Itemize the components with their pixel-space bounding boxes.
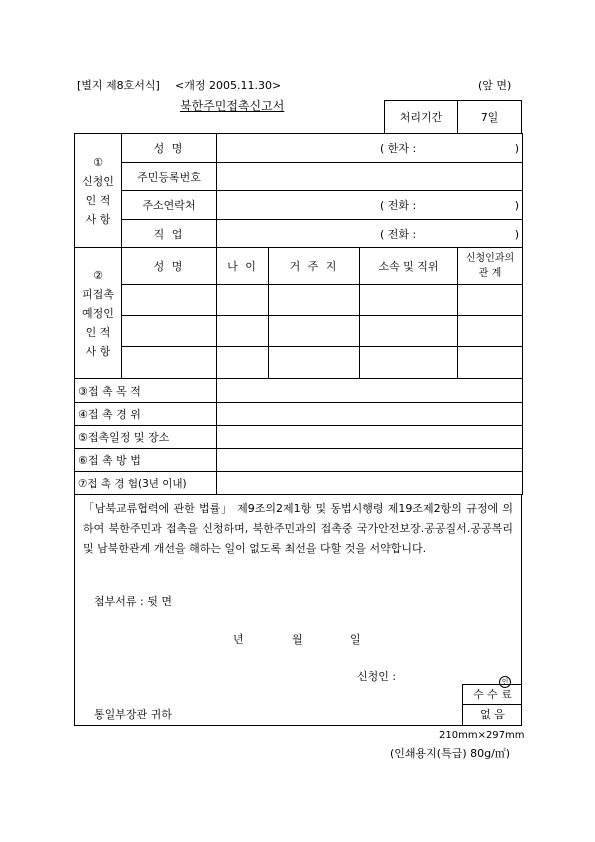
col-name: 성 명 bbox=[122, 248, 217, 285]
processing-period-table bbox=[384, 100, 522, 134]
attachment-note: 첨부서류 : 뒷 면 bbox=[94, 595, 172, 608]
label-line: 인 적 bbox=[85, 325, 111, 339]
contact-experience-field[interactable] bbox=[217, 472, 523, 495]
seal-mark: 인 bbox=[499, 676, 511, 688]
phone-label: ( 전화 : bbox=[380, 199, 417, 212]
processing-period-label: 처리기간 bbox=[385, 101, 458, 134]
contact-schedule-label: ⑤접촉일정 및 장소 bbox=[75, 426, 217, 449]
section-number: ① bbox=[93, 155, 103, 169]
name-label: 성 명 bbox=[122, 134, 217, 163]
recipient: 통일부장관 귀하 bbox=[94, 708, 172, 721]
contact-purpose-label: ③접 촉 목 적 bbox=[75, 379, 217, 403]
contact-method-label: ⑥접 촉 방 법 bbox=[75, 449, 217, 472]
applicant-signature-label: 신청인 : bbox=[357, 670, 397, 683]
applicant-section-label bbox=[75, 134, 122, 248]
contact-method-field[interactable] bbox=[217, 449, 523, 472]
contact-cell[interactable] bbox=[217, 316, 269, 347]
fee-box bbox=[462, 684, 522, 726]
paren-close: ) bbox=[514, 142, 519, 155]
contact-section-label bbox=[75, 248, 122, 379]
label-line: 사 항 bbox=[85, 344, 111, 358]
paper-size: 210mm×297mm bbox=[439, 730, 525, 741]
date-month: 월 bbox=[292, 633, 303, 646]
declaration-text: 「남북교류협력에 관한 법률」 제9조의2제1항 및 동법시행령 제19조제2항의 규정에 의하여 북한주민과 접촉을 신청하며, 북한주민과의 접촉중 국가안전보장․공공질서․공공복리 및 남북한관계 개선을 해하는 일이 없도록 최선을 다할 것을 서약합니다. bbox=[83, 502, 513, 555]
label-line: 예정인 bbox=[82, 306, 114, 320]
page-side: (앞 면) bbox=[478, 79, 512, 92]
resident-number-field[interactable] bbox=[217, 163, 523, 191]
contact-background-field[interactable] bbox=[217, 403, 523, 426]
contact-cell[interactable] bbox=[217, 347, 269, 379]
contact-cell[interactable] bbox=[360, 285, 458, 316]
section-number: ② bbox=[93, 268, 103, 282]
col-age: 나 이 bbox=[217, 248, 269, 285]
col-relation bbox=[458, 248, 523, 285]
occupation-label: 직 업 bbox=[122, 220, 217, 248]
contact-cell[interactable] bbox=[458, 347, 523, 379]
date-day: 일 bbox=[350, 633, 361, 646]
application-form-table bbox=[74, 133, 523, 495]
contact-cell[interactable] bbox=[269, 285, 360, 316]
form-title: 북한주민접촉신고서 bbox=[180, 99, 285, 113]
contact-schedule-field[interactable] bbox=[217, 426, 523, 449]
col-residence: 거 주 지 bbox=[269, 248, 360, 285]
revision-date: <개정 2005.11.30> bbox=[175, 79, 282, 92]
contact-cell[interactable] bbox=[122, 316, 217, 347]
label-line: 신청인 bbox=[82, 174, 114, 188]
contact-background-label: ④접 촉 경 위 bbox=[75, 403, 217, 426]
contact-experience-label: ⑦접 촉 경 험(3년 이내) bbox=[75, 472, 217, 495]
contact-cell[interactable] bbox=[269, 347, 360, 379]
relation-line: 관 계 bbox=[478, 268, 502, 279]
label-line: 사 항 bbox=[85, 212, 111, 226]
phone-label: ( 전화 : bbox=[380, 228, 417, 241]
occupation-field[interactable] bbox=[217, 220, 523, 248]
contact-cell[interactable] bbox=[122, 285, 217, 316]
applicant-name-field[interactable] bbox=[217, 134, 523, 163]
label-line: 인 적 bbox=[85, 193, 111, 207]
paren-close: ) bbox=[514, 228, 519, 241]
contact-cell[interactable] bbox=[269, 316, 360, 347]
relation-line: 신청인과의 bbox=[465, 253, 515, 264]
contact-cell[interactable] bbox=[122, 347, 217, 379]
date-year: 년 bbox=[233, 633, 244, 646]
paren-close: ) bbox=[514, 199, 519, 212]
fee-value: 없 음 bbox=[462, 704, 522, 726]
address-field[interactable] bbox=[217, 191, 523, 220]
col-affiliation: 소속 및 직위 bbox=[360, 248, 458, 285]
contact-cell[interactable] bbox=[458, 285, 523, 316]
label-line: 피접촉 bbox=[82, 287, 114, 301]
contact-purpose-field[interactable] bbox=[217, 379, 523, 403]
address-label: 주소연락처 bbox=[122, 191, 217, 220]
hanja-label: ( 한자 : bbox=[380, 142, 417, 155]
contact-cell[interactable] bbox=[360, 316, 458, 347]
contact-cell[interactable] bbox=[217, 285, 269, 316]
contact-cell[interactable] bbox=[360, 347, 458, 379]
resident-number-label: 주민등록번호 bbox=[122, 163, 217, 191]
form-number: [별지 제8호서식] bbox=[77, 79, 160, 92]
fee-label: 수 수 료 bbox=[462, 684, 522, 704]
processing-period-value: 7일 bbox=[458, 101, 522, 134]
paper-spec: (인쇄용지(특급) 80g/㎡) bbox=[390, 747, 511, 760]
contact-cell[interactable] bbox=[458, 316, 523, 347]
